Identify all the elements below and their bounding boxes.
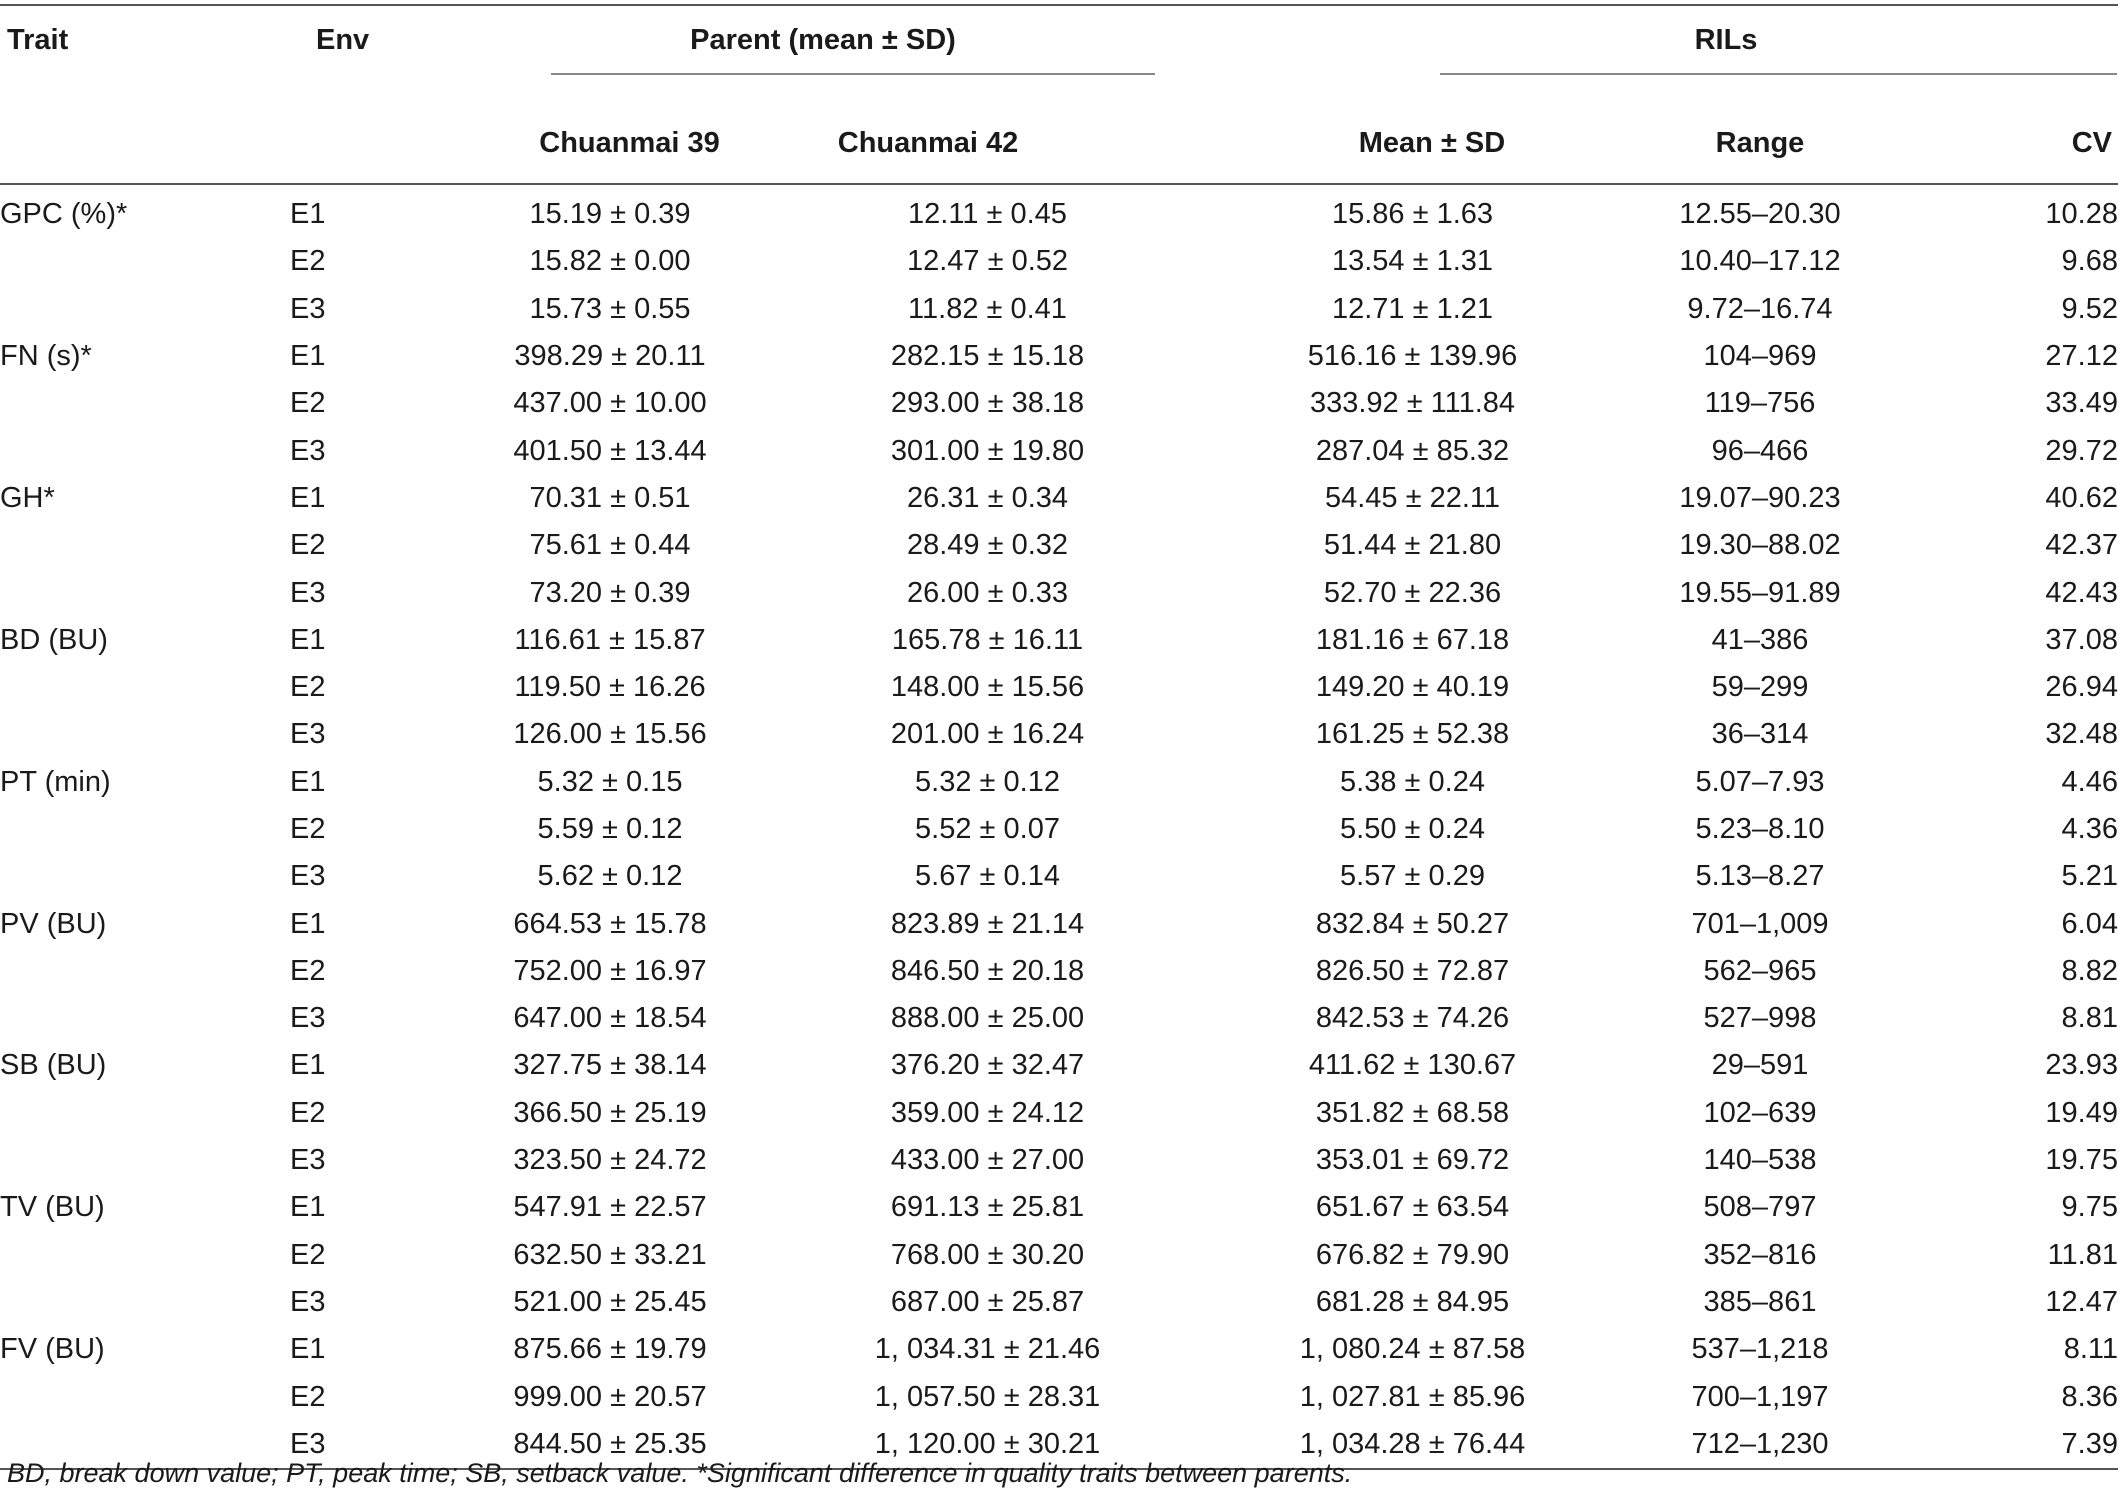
cell-range: 29–591 xyxy=(1711,1049,1809,1082)
cell-mean-sd: 832.84 ± 50.27 xyxy=(1315,907,1510,940)
cell-mean-sd: 13.54 ± 1.31 xyxy=(1331,245,1494,278)
cell-range: 9.72–16.74 xyxy=(1687,292,1833,325)
header-trait: Trait xyxy=(7,24,69,56)
table-row xyxy=(0,1042,2118,1089)
cell-env: E1 xyxy=(290,1333,326,1366)
cell-range: 385–861 xyxy=(1703,1285,1817,1318)
cell-range: 36–314 xyxy=(1711,718,1809,751)
cell-range: 5.23–8.10 xyxy=(1695,813,1825,845)
table-row xyxy=(0,948,2118,995)
cell-parent1: 752.00 ± 16.97 xyxy=(513,954,707,987)
table-row xyxy=(0,664,2118,711)
cell-trait xyxy=(0,569,290,616)
cell-parent2: 26.00 ± 0.33 xyxy=(906,576,1069,609)
cell-cv: 5.21 xyxy=(2061,860,2118,893)
cell-env: E2 xyxy=(290,529,326,562)
table-row xyxy=(0,522,2118,569)
cell-trait: GH* xyxy=(0,481,55,514)
cell-cv: 9.75 xyxy=(2061,1191,2118,1224)
cell-range: 12.55–20.30 xyxy=(1679,198,1841,231)
table-row xyxy=(0,1090,2118,1137)
cell-parent2: 687.00 ± 25.87 xyxy=(890,1285,1085,1318)
cell-parent2: 5.52 ± 0.07 xyxy=(915,813,1060,845)
cell-parent1: 437.00 ± 10.00 xyxy=(513,387,707,420)
cell-range: 712–1,230 xyxy=(1691,1427,1829,1460)
cell-env: E1 xyxy=(290,765,326,798)
cell-mean-sd: 52.70 ± 22.36 xyxy=(1323,576,1502,609)
cell-range: 104–969 xyxy=(1703,340,1817,373)
cell-parent1: 5.62 ± 0.12 xyxy=(537,860,683,893)
cell-mean-sd: 12.71 ± 1.21 xyxy=(1331,292,1494,325)
cell-range: 352–816 xyxy=(1703,1238,1817,1271)
cell-parent1: 5.32 ± 0.15 xyxy=(537,765,683,798)
cell-trait xyxy=(0,1137,290,1184)
table-row xyxy=(0,711,2118,758)
cell-parent1: 327.75 ± 38.14 xyxy=(513,1049,707,1082)
cell-env: E2 xyxy=(290,954,326,987)
cell-parent2: 12.47 ± 0.52 xyxy=(906,245,1069,278)
table-row xyxy=(0,185,2118,238)
cell-cv: 42.37 xyxy=(2045,529,2118,562)
cell-mean-sd: 516.16 ± 139.96 xyxy=(1307,340,1518,373)
cell-env: E1 xyxy=(290,198,326,231)
table-row xyxy=(0,569,2118,616)
table-body xyxy=(0,185,2118,1469)
cell-cv: 19.49 xyxy=(2045,1096,2118,1129)
cell-parent2: 28.49 ± 0.32 xyxy=(906,529,1069,562)
cell-parent2: 691.13 ± 25.81 xyxy=(890,1191,1085,1224)
cell-range: 537–1,218 xyxy=(1691,1333,1829,1366)
cell-range: 119–756 xyxy=(1704,387,1816,420)
cell-env: E3 xyxy=(290,1285,326,1318)
cell-cv: 9.68 xyxy=(2061,245,2118,278)
cell-trait xyxy=(0,522,290,569)
cell-parent2: 5.32 ± 0.12 xyxy=(915,765,1060,798)
cell-cv: 6.04 xyxy=(2061,907,2118,940)
table-row xyxy=(0,380,2118,427)
header-rils-group xyxy=(1235,6,2118,103)
cell-env: E3 xyxy=(290,1144,326,1177)
header-rils-group-label: RILs xyxy=(1694,24,1758,56)
cell-mean-sd: 161.25 ± 52.38 xyxy=(1315,718,1510,751)
cell-cv: 40.62 xyxy=(2045,481,2118,514)
cell-parent1: 75.61 ± 0.44 xyxy=(529,529,691,562)
cell-mean-sd: 149.20 ± 40.19 xyxy=(1315,671,1510,704)
cell-parent1: 15.82 ± 0.00 xyxy=(529,245,691,278)
cell-env: E2 xyxy=(290,245,326,278)
cell-parent1: 664.53 ± 15.78 xyxy=(513,907,707,940)
cell-cv: 42.43 xyxy=(2045,576,2118,609)
cell-env: E3 xyxy=(290,576,326,609)
header-mean-sd: Mean ± SD xyxy=(1358,126,1506,159)
cell-parent1: 521.00 ± 25.45 xyxy=(513,1285,707,1318)
cell-mean-sd: 51.44 ± 21.80 xyxy=(1323,529,1502,562)
cell-cv: 37.08 xyxy=(2045,623,2118,656)
cell-range: 700–1,197 xyxy=(1691,1380,1829,1413)
table-row xyxy=(0,427,2118,474)
cell-mean-sd: 5.57 ± 0.29 xyxy=(1340,860,1485,893)
table-row xyxy=(0,995,2118,1042)
header-parent1: Chuanmai 39 xyxy=(539,126,720,159)
cell-env: E2 xyxy=(290,1380,326,1413)
cell-range: 19.30–88.02 xyxy=(1679,529,1841,562)
cell-trait: PT (min) xyxy=(0,765,111,798)
cell-parent1: 5.59 ± 0.12 xyxy=(537,813,683,845)
cell-env: E3 xyxy=(290,1427,326,1460)
cell-parent2: 148.00 ± 15.56 xyxy=(890,671,1085,704)
cell-cv: 8.82 xyxy=(2061,954,2118,987)
cell-cv: 26.94 xyxy=(2045,671,2118,704)
cell-parent1: 647.00 ± 18.54 xyxy=(513,1002,707,1035)
cell-env: E2 xyxy=(290,1096,326,1129)
table-footnote: BD, break down value; PT, peak time; SB, setback value. *Significant difference in quality traits between parents. xyxy=(7,1458,1353,1488)
rils-group-rule xyxy=(1440,73,2117,75)
cell-parent2: 26.31 ± 0.34 xyxy=(906,481,1069,514)
cell-env: E1 xyxy=(290,623,326,656)
table-row xyxy=(0,1137,2118,1184)
cell-trait xyxy=(0,238,290,285)
cell-parent1: 999.00 ± 20.57 xyxy=(513,1380,707,1413)
cell-parent1: 875.66 ± 19.79 xyxy=(513,1333,707,1366)
cell-cv: 19.75 xyxy=(2045,1144,2118,1177)
cell-env: E1 xyxy=(290,1049,326,1082)
table-row xyxy=(0,900,2118,947)
cell-cv: 8.11 xyxy=(2063,1333,2118,1366)
cell-trait xyxy=(0,380,290,427)
cell-parent2: 888.00 ± 25.00 xyxy=(890,1002,1085,1035)
cell-trait xyxy=(0,995,290,1042)
cell-parent1: 844.50 ± 25.35 xyxy=(513,1427,707,1460)
cell-parent1: 632.50 ± 33.21 xyxy=(513,1238,707,1271)
cell-parent2: 282.15 ± 15.18 xyxy=(890,340,1085,373)
cell-range: 562–965 xyxy=(1703,954,1817,987)
header-parent2: Chuanmai 42 xyxy=(837,126,1019,159)
cell-range: 19.55–91.89 xyxy=(1679,576,1841,609)
table-row xyxy=(0,1279,2118,1326)
cell-parent2: 301.00 ± 19.80 xyxy=(890,434,1085,467)
cell-trait: PV (BU) xyxy=(0,907,107,940)
cell-env: E2 xyxy=(290,387,326,420)
cell-env: E3 xyxy=(290,718,326,751)
cell-parent2: 376.20 ± 32.47 xyxy=(890,1049,1085,1082)
cell-parent2: 165.78 ± 16.11 xyxy=(891,623,1084,656)
cell-range: 102–639 xyxy=(1703,1096,1817,1129)
cell-mean-sd: 1, 034.28 ± 76.44 xyxy=(1299,1427,1526,1460)
cell-parent1: 15.73 ± 0.55 xyxy=(529,292,691,325)
cell-cv: 11.81 xyxy=(2047,1238,2118,1271)
cell-env: E3 xyxy=(290,1002,326,1035)
cell-cv: 23.93 xyxy=(2045,1049,2118,1082)
cell-parent1: 126.00 ± 15.56 xyxy=(513,718,707,751)
cell-mean-sd: 5.50 ± 0.24 xyxy=(1340,813,1485,845)
cell-env: E1 xyxy=(290,907,326,940)
cell-cv: 10.28 xyxy=(2045,198,2118,231)
cell-parent2: 359.00 ± 24.12 xyxy=(890,1096,1085,1129)
cell-trait xyxy=(0,711,290,758)
cell-range: 527–998 xyxy=(1703,1002,1817,1035)
table-row xyxy=(0,1184,2118,1231)
cell-range: 5.07–7.93 xyxy=(1695,765,1825,798)
cell-mean-sd: 15.86 ± 1.63 xyxy=(1331,198,1494,231)
header-parent-group-label: Parent (mean ± SD) xyxy=(690,24,956,56)
cell-range: 96–466 xyxy=(1711,434,1809,467)
cell-mean-sd: 287.04 ± 85.32 xyxy=(1315,434,1510,467)
cell-env: E1 xyxy=(290,1191,326,1224)
cell-mean-sd: 842.53 ± 74.26 xyxy=(1315,1002,1510,1035)
cell-trait: GPC (%)* xyxy=(0,198,128,231)
cell-trait xyxy=(0,427,290,474)
header-cv: CV xyxy=(2071,126,2112,159)
cell-trait xyxy=(0,664,290,711)
cell-parent1: 116.61 ± 15.87 xyxy=(514,623,706,656)
cell-cv: 7.39 xyxy=(2061,1427,2118,1460)
cell-mean-sd: 676.82 ± 79.90 xyxy=(1315,1238,1510,1271)
cell-trait: BD (BU) xyxy=(0,623,108,656)
cell-parent2: 11.82 ± 0.41 xyxy=(908,292,1067,325)
cell-parent1: 119.50 ± 16.26 xyxy=(514,671,706,704)
cell-env: E2 xyxy=(290,1238,326,1271)
parent-group-rule xyxy=(551,73,1155,75)
cell-mean-sd: 351.82 ± 68.58 xyxy=(1315,1096,1510,1129)
cell-cv: 33.49 xyxy=(2045,387,2118,420)
cell-mean-sd: 1, 080.24 ± 87.58 xyxy=(1299,1333,1526,1366)
cell-parent1: 323.50 ± 24.72 xyxy=(513,1144,707,1177)
cell-parent2: 1, 057.50 ± 28.31 xyxy=(874,1380,1101,1413)
cell-range: 140–538 xyxy=(1703,1144,1817,1177)
cell-parent2: 823.89 ± 21.14 xyxy=(890,907,1085,940)
cell-parent2: 201.00 ± 16.24 xyxy=(890,718,1085,751)
cell-parent2: 1, 120.00 ± 30.21 xyxy=(874,1427,1101,1460)
cell-mean-sd: 681.28 ± 84.95 xyxy=(1315,1285,1510,1318)
cell-mean-sd: 1, 027.81 ± 85.96 xyxy=(1299,1380,1526,1413)
table-row xyxy=(0,853,2118,900)
cell-mean-sd: 181.16 ± 67.18 xyxy=(1315,623,1510,656)
cell-trait: FN (s)* xyxy=(0,340,92,373)
cell-mean-sd: 5.38 ± 0.24 xyxy=(1340,765,1485,798)
cell-cv: 8.81 xyxy=(2061,1002,2118,1035)
cell-parent2: 846.50 ± 20.18 xyxy=(890,954,1085,987)
cell-range: 59–299 xyxy=(1711,671,1809,704)
cell-range: 10.40–17.12 xyxy=(1679,245,1841,278)
table-row xyxy=(0,333,2118,380)
cell-parent2: 5.67 ± 0.14 xyxy=(915,860,1060,893)
cell-mean-sd: 826.50 ± 72.87 xyxy=(1315,954,1510,987)
cell-cv: 4.46 xyxy=(2061,765,2118,798)
table-row xyxy=(0,806,2118,853)
table-row xyxy=(0,759,2118,806)
cell-trait xyxy=(0,806,290,853)
cell-range: 19.07–90.23 xyxy=(1679,481,1841,514)
cell-parent2: 768.00 ± 30.20 xyxy=(890,1238,1085,1271)
cell-parent2: 433.00 ± 27.00 xyxy=(890,1144,1085,1177)
table-row xyxy=(0,238,2118,285)
cell-parent1: 366.50 ± 25.19 xyxy=(513,1096,707,1129)
cell-parent1: 398.29 ± 20.11 xyxy=(514,340,706,373)
cell-env: E1 xyxy=(290,340,326,373)
cell-mean-sd: 54.45 ± 22.11 xyxy=(1324,481,1501,514)
cell-parent2: 1, 034.31 ± 21.46 xyxy=(874,1333,1101,1366)
cell-cv: 4.36 xyxy=(2061,813,2118,845)
header-env: Env xyxy=(316,24,370,56)
table-row xyxy=(0,617,2118,664)
cell-parent1: 15.19 ± 0.39 xyxy=(529,198,691,231)
cell-mean-sd: 411.62 ± 130.67 xyxy=(1308,1049,1517,1082)
cell-trait: FV (BU) xyxy=(0,1333,105,1366)
cell-parent2: 12.11 ± 0.45 xyxy=(908,198,1067,231)
cell-cv: 27.12 xyxy=(2045,340,2118,373)
table-header xyxy=(0,5,2118,185)
cell-cv: 29.72 xyxy=(2045,434,2118,467)
cell-trait xyxy=(0,286,290,333)
cell-trait xyxy=(0,853,290,900)
cell-range: 41–386 xyxy=(1711,623,1809,656)
cell-trait: SB (BU) xyxy=(0,1049,107,1082)
cell-trait xyxy=(0,1373,290,1420)
cell-env: E2 xyxy=(290,813,326,845)
cell-range: 701–1,009 xyxy=(1691,907,1829,940)
cell-env: E3 xyxy=(290,292,326,325)
cell-parent1: 70.31 ± 0.51 xyxy=(529,481,691,514)
table-row xyxy=(0,1326,2118,1373)
table-row xyxy=(0,286,2118,333)
cell-parent1: 73.20 ± 0.39 xyxy=(529,576,691,609)
cell-mean-sd: 353.01 ± 69.72 xyxy=(1315,1144,1510,1177)
header-range: Range xyxy=(1715,126,1805,159)
cell-env: E2 xyxy=(290,671,326,704)
cell-mean-sd: 333.92 ± 111.84 xyxy=(1309,387,1516,420)
cell-mean-sd: 651.67 ± 63.54 xyxy=(1315,1191,1510,1224)
header-parent-group xyxy=(480,6,1235,103)
cell-range: 508–797 xyxy=(1703,1191,1817,1224)
cell-trait xyxy=(0,1279,290,1326)
cell-trait: TV (BU) xyxy=(0,1191,105,1224)
cell-cv: 8.36 xyxy=(2061,1380,2118,1413)
table-row xyxy=(0,1232,2118,1279)
cell-env: E3 xyxy=(290,860,326,893)
cell-cv: 12.47 xyxy=(2045,1285,2118,1318)
cell-trait xyxy=(0,1232,290,1279)
cell-trait xyxy=(0,948,290,995)
table-row xyxy=(0,475,2118,522)
cell-env: E1 xyxy=(290,481,326,514)
cell-parent1: 401.50 ± 13.44 xyxy=(513,434,707,467)
cell-trait xyxy=(0,1090,290,1137)
cell-parent2: 293.00 ± 38.18 xyxy=(890,387,1085,420)
cell-cv: 9.52 xyxy=(2061,292,2118,325)
cell-env: E3 xyxy=(290,434,326,467)
cell-range: 5.13–8.27 xyxy=(1695,860,1825,893)
cell-cv: 32.48 xyxy=(2045,718,2118,751)
cell-parent1: 547.91 ± 22.57 xyxy=(513,1191,707,1224)
table-row xyxy=(0,1373,2118,1420)
traits-table xyxy=(0,4,2118,1470)
